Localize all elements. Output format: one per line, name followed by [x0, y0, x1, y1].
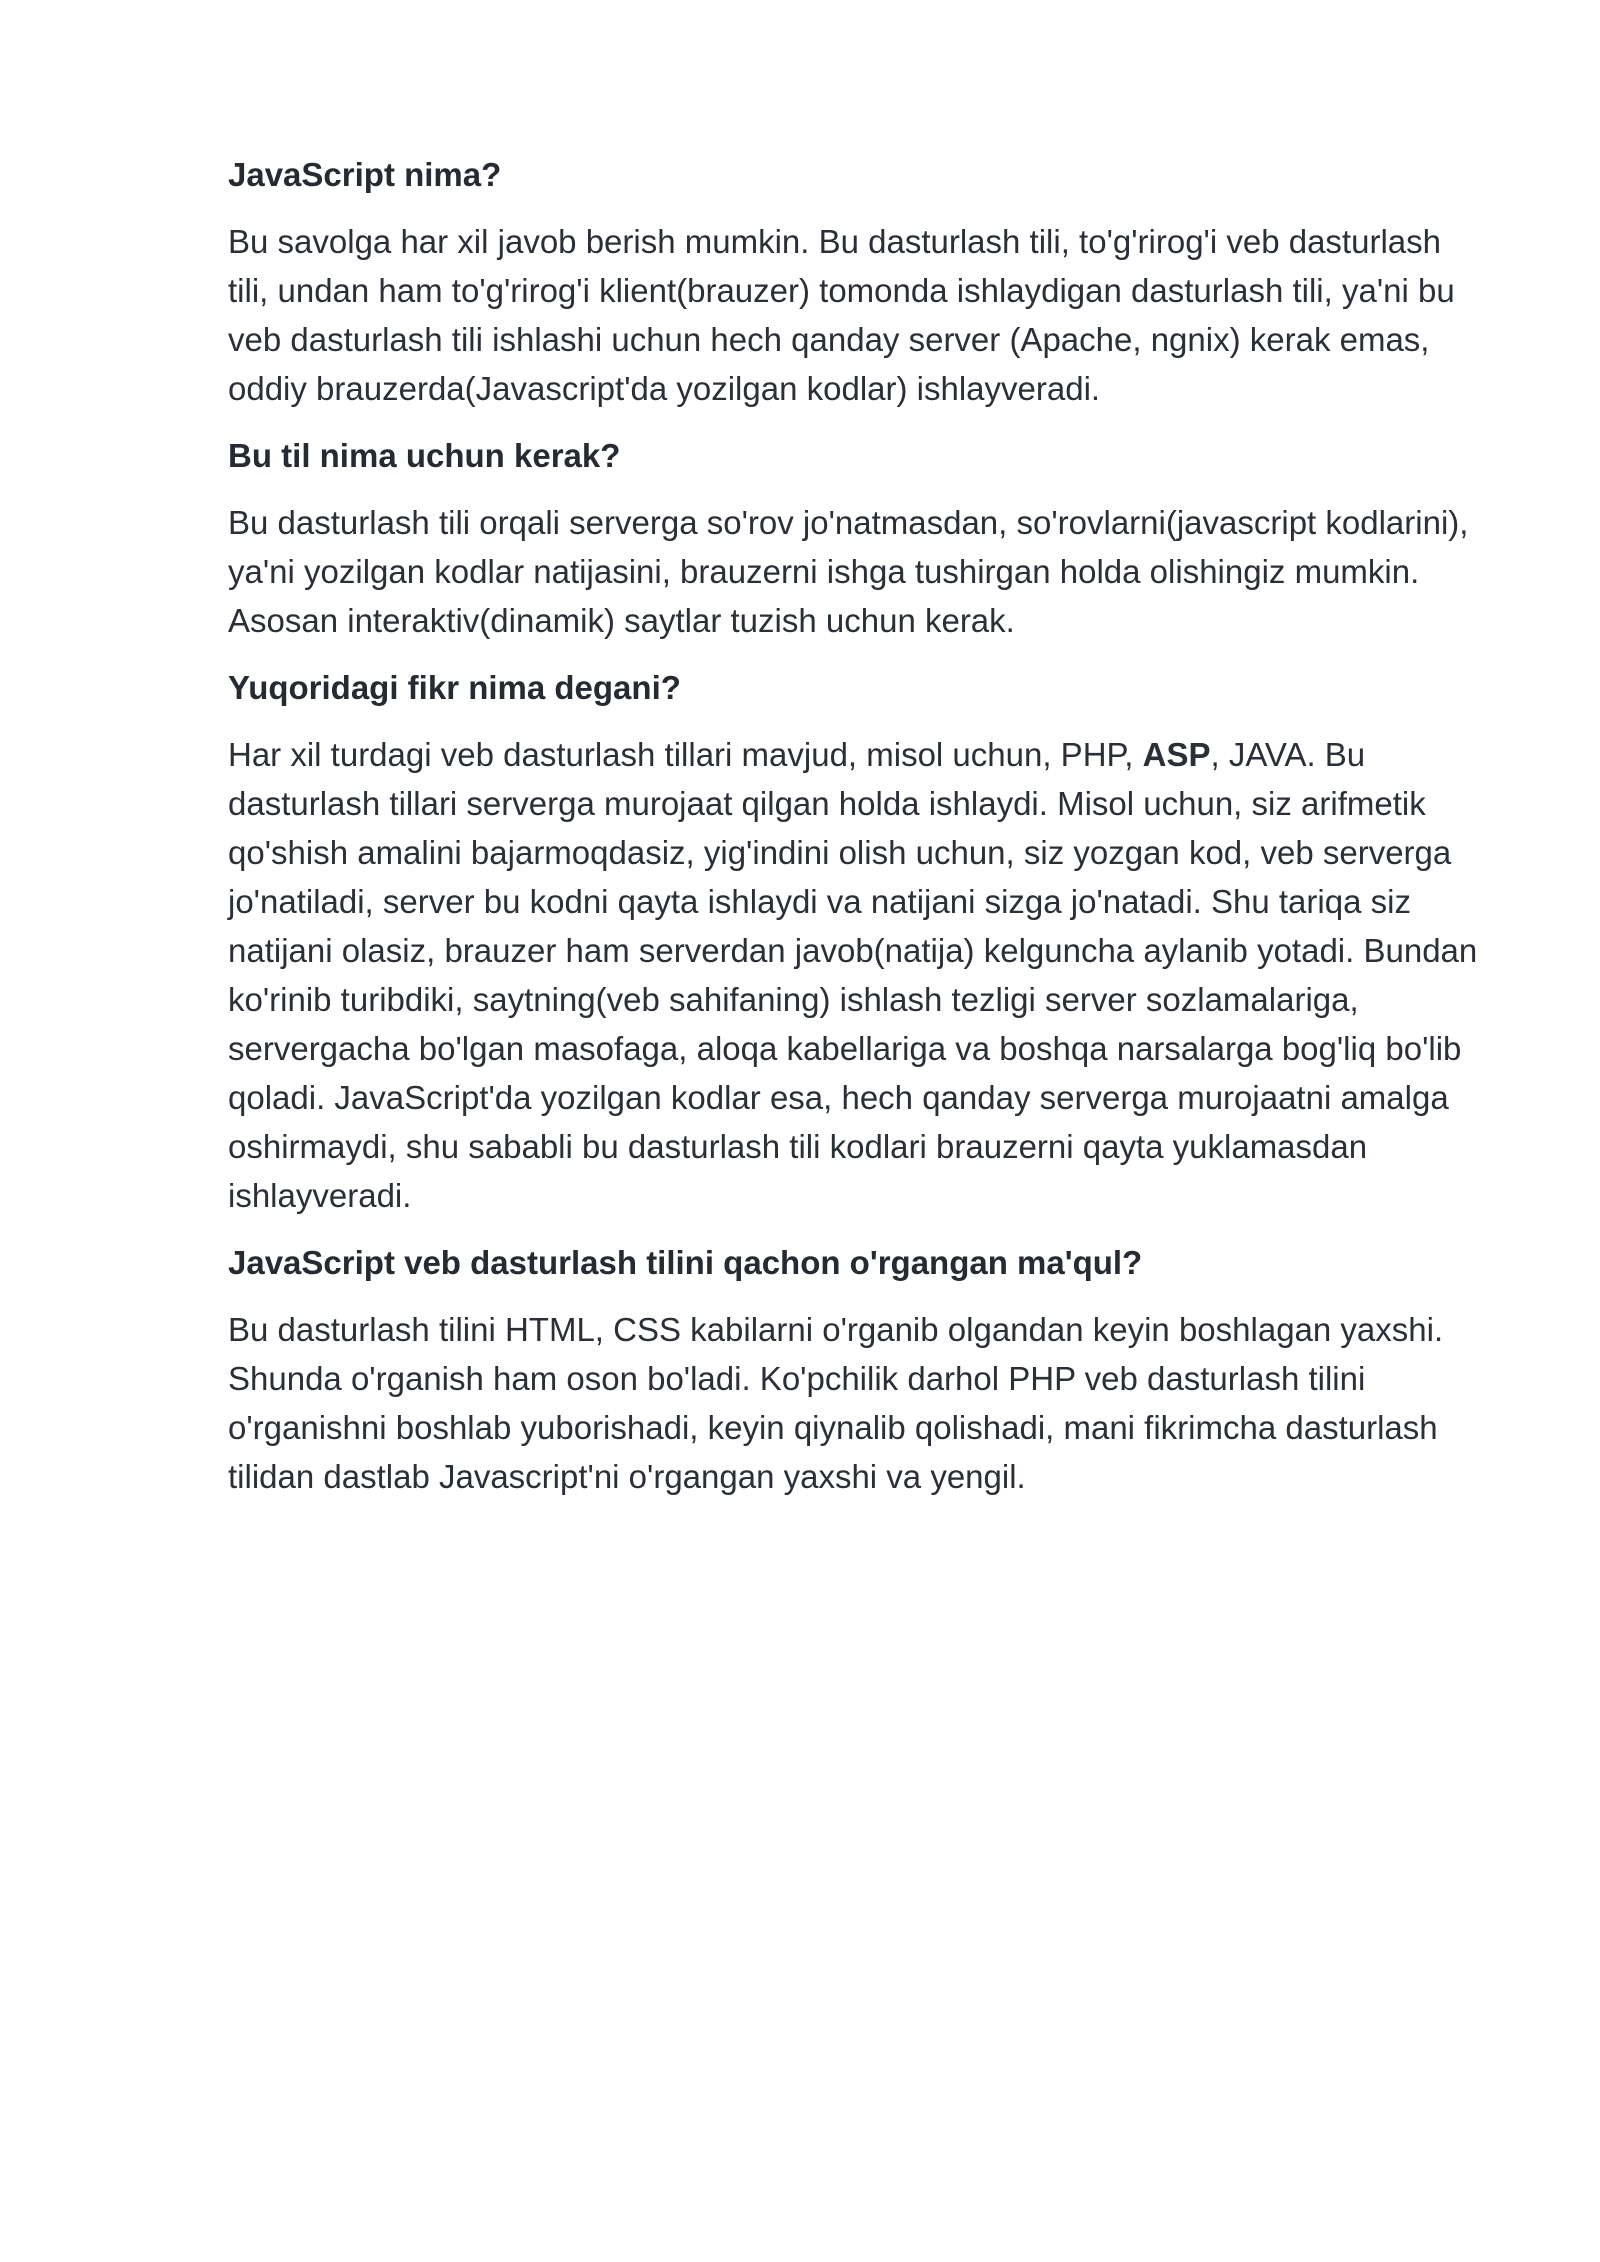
section-paragraph-nima-uchun-kerak: Bu dasturlash tili orqali serverga so'rov jo'natmasdan, so'rovlarni(javascript kodlarini), ya'ni yozilgan kodlar natijasini, brauzerni ishga tushirgan holda olishingiz mumkin. Asosan interaktiv(dinamik) saytlar tuzish uchun kerak. — [228, 504, 1469, 639]
paragraph-text-part: , JAVA. Bu dasturlash tillari serverga murojaat qilgan holda ishlaydi. Misol uchun, siz arifmetik qo'shish amalini bajarmoqdasiz, yig'indini olish uchun, siz yozgan kod, veb serverga jo'natiladi, server bu kodni qayta ishlaydi va natijani sizga jo'natadi. Shu tariqa siz natijani olasiz, brauzer ham serverdan javob(natija) kelguncha aylanib yotadi. Bundan ko'rinib turibdiki, saytning(veb sahifaning) ishlash tezligi server sozlamalariga, servergacha bo'lgan masofaga, aloqa kabellariga va boshqa narsalarga bog'liq bo'lib qoladi. JavaScript'da yozilgan kodlar esa, hech qanday serverga murojaatni amalga oshirmaydi, shu sababli bu dasturlash tili kodlari brauzerni qayta yuklamasdan ishlayveradi. — [228, 736, 1478, 1214]
section-heading-javascript-nima: JavaScript nima? — [228, 156, 502, 193]
section-paragraph-qachon-organgan: Bu dasturlash tilini HTML, CSS kabilarni o'rganib olgandan keyin boshlagan yaxshi. Shunda o'rganish ham oson bo'ladi. Ko'pchilik darhol PHP veb dasturlash tilini o'rganishni boshlab yuborishadi, keyin qiynalib qolishadi, mani fikrimcha dasturlash tilidan dastlab Javascript'ni o'rgangan yaxshi va yengil. — [228, 1311, 1444, 1495]
paragraph-text-part: Har xil turdagi veb dasturlash tillari mavjud, misol uchun, PHP, — [228, 736, 1143, 773]
section-heading-fikr-nima-degani: Yuqoridagi fikr nima degani? — [228, 669, 681, 706]
section-heading-nima-uchun-kerak: Bu til nima uchun kerak? — [228, 437, 621, 474]
document-body — [228, 150, 1488, 1519]
section-paragraph-fikr-nima-degani — [228, 730, 1488, 1220]
paragraph-bold-text: ASP — [1142, 736, 1211, 773]
section-paragraph-javascript-nima: Bu savolga har xil javob berish mumkin. Bu dasturlash tili, to'g'rirog'i veb dasturlash tili, undan ham to'g'rirog'i klient(brauzer) tomonda ishlaydigan dasturlash tili, ya'ni bu veb dasturlash tili ishlashi uchun hech qanday server (Apache, ngnix) kerak emas, oddiy brauzerda(Javascript'da yozilgan kodlar) ishlayveradi. — [228, 223, 1455, 407]
section-heading-qachon-organgan: JavaScript veb dasturlash tilini qachon o'rgangan ma'qul? — [228, 1244, 1143, 1281]
